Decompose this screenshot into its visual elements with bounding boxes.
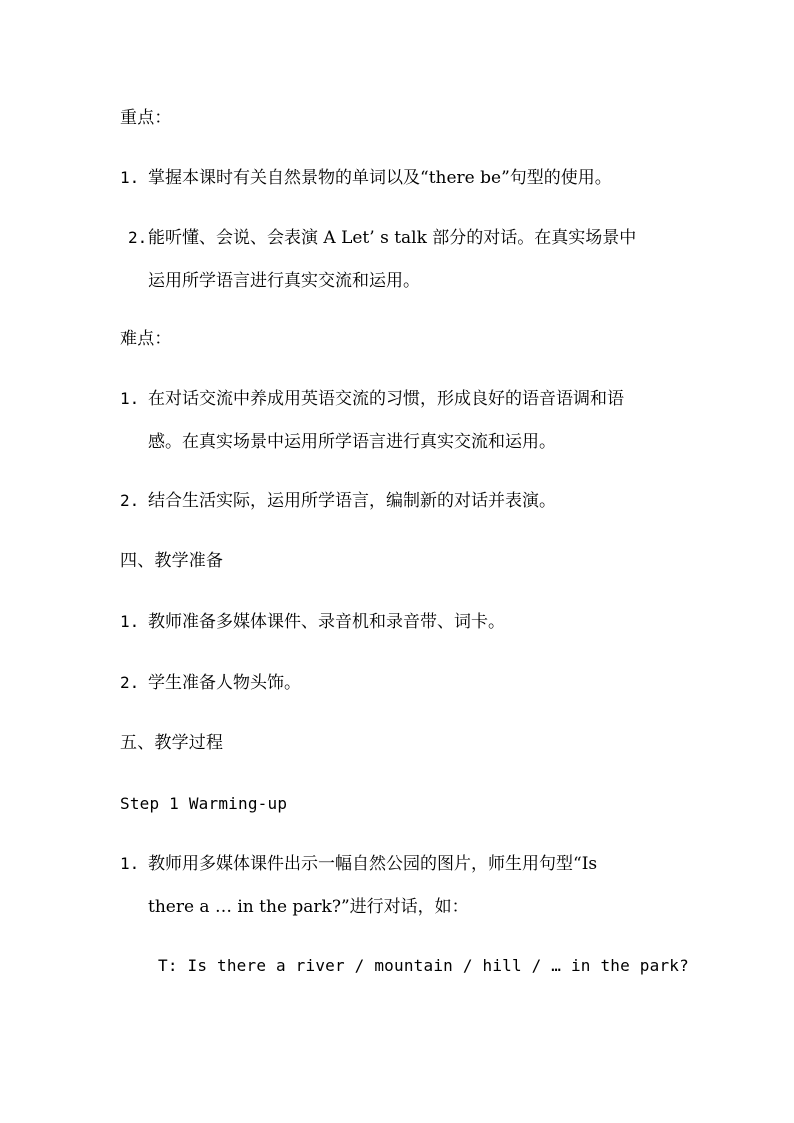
list-number: 1.	[120, 168, 140, 187]
difficulties-heading: 难点：	[120, 329, 172, 349]
list-number: 1.	[120, 389, 140, 408]
list-number: 2.	[120, 491, 140, 510]
list-text: 教师用多媒体课件出示一幅自然公园的图片，师生用句型“Is	[148, 854, 598, 874]
list-text: 结合生活实际，运用所学语言，编制新的对话并表演。	[148, 491, 556, 511]
list-number: 2.	[128, 228, 148, 247]
key-points-heading: 重点：	[120, 108, 172, 128]
list-text: 掌握本课时有关自然景物的单词以及“there be”句型的使用。	[148, 168, 612, 188]
dialogue-line: T: Is there a river / mountain / hill / … in the park?	[158, 956, 689, 975]
list-number: 1.	[120, 854, 140, 873]
list-number: 1.	[120, 612, 140, 631]
list-text: 教师准备多媒体课件、录音机和录音带、词卡。	[148, 612, 505, 632]
list-text-continued: 运用所学语言进行真实交流和运用。	[148, 271, 420, 291]
section-4-heading: 四、教学准备	[120, 551, 224, 571]
list-text-continued: there a … in the park?”进行对话，如：	[148, 897, 469, 917]
list-number: 2.	[120, 673, 140, 692]
section-5-heading: 五、教学过程	[120, 733, 224, 753]
list-text: 能听懂、会说、会表演 A Let’ s talk 部分的对话。在真实场景中	[148, 228, 637, 248]
list-text: 在对话交流中养成用英语交流的习惯，形成良好的语音语调和语	[148, 389, 624, 409]
list-text-continued: 感。在真实场景中运用所学语言进行真实交流和运用。	[148, 432, 556, 452]
list-text: 学生准备人物头饰。	[148, 673, 301, 693]
step-1-heading: Step 1 Warming-up	[120, 794, 288, 813]
